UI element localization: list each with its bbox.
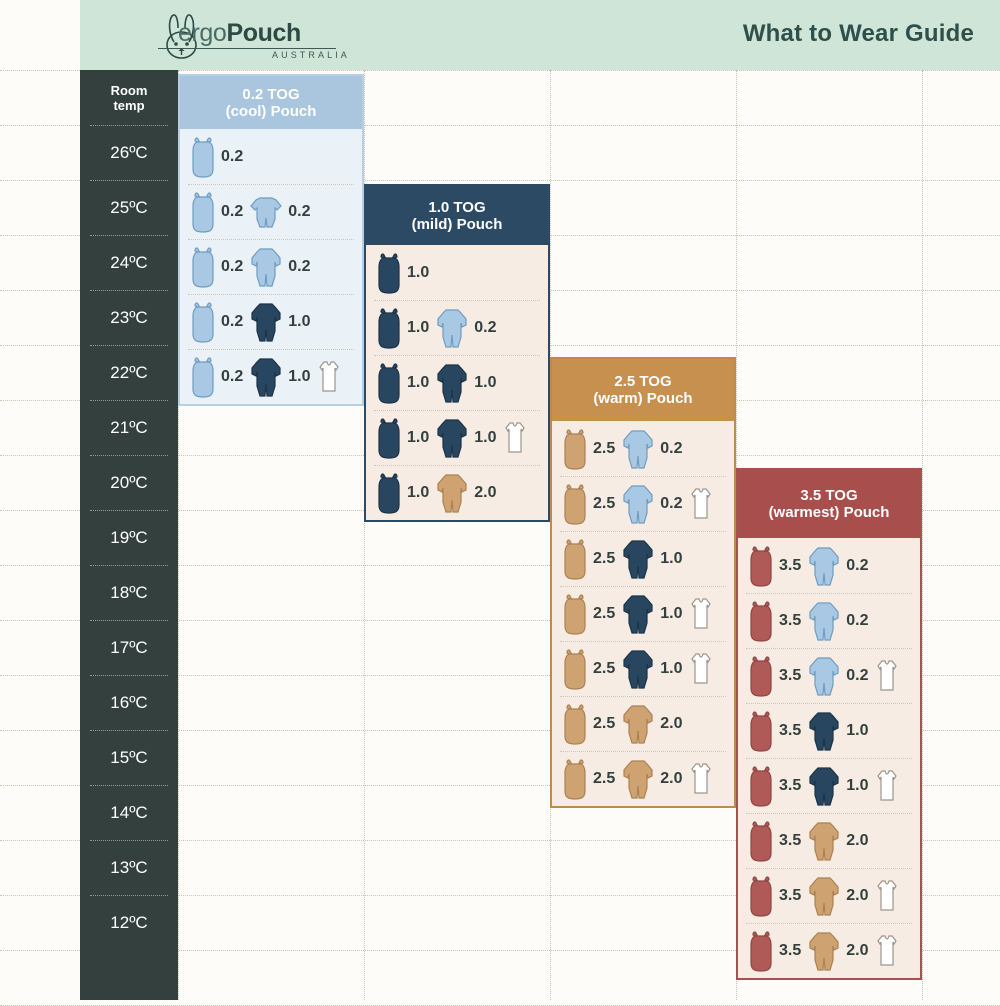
tog-header-line2: (cool) Pouch	[225, 102, 317, 120]
room-temp-separator	[90, 730, 168, 731]
room-temp-separator	[90, 290, 168, 291]
garment-item	[562, 647, 615, 691]
tog-row	[180, 349, 362, 404]
singlet-icon	[875, 658, 899, 694]
tog-header-line1: 3.5 TOG	[800, 487, 858, 504]
garment-item	[376, 361, 429, 405]
garment-item	[875, 933, 899, 969]
tog-row	[180, 129, 362, 184]
garment-item	[689, 761, 713, 797]
sleep-bag-icon	[748, 929, 774, 973]
garment-item	[807, 710, 868, 752]
tog-value-label: 2.0	[474, 483, 497, 501]
tog-column-header	[180, 76, 362, 129]
tog-value-label: 2.5	[593, 714, 616, 732]
room-temp-cell: 14ºC	[110, 802, 148, 822]
room-temp-cell: 15ºC	[110, 747, 148, 767]
tog-row-items	[552, 592, 734, 636]
sleep-bag-icon	[190, 190, 216, 234]
garment-item	[562, 592, 615, 636]
tog-value-label: 2.5	[593, 494, 616, 512]
long-sleeve-suit-icon	[249, 356, 283, 398]
room-temp-cell: 17ºC	[110, 637, 148, 657]
garment-item	[748, 819, 801, 863]
garment-item	[621, 758, 682, 800]
singlet-icon	[875, 878, 899, 914]
tog-row-items	[738, 544, 920, 588]
brand-wordmark-light: ergo	[178, 19, 227, 47]
garment-item	[748, 544, 801, 588]
brand-subtitle: AUSTRALIA	[272, 50, 350, 60]
sleep-bag-icon	[190, 300, 216, 344]
tog-value-label: 1.0	[407, 483, 430, 501]
tog-value-label: 0.2	[660, 494, 683, 512]
tog-value-label: 0.2	[660, 439, 683, 457]
garment-item	[621, 593, 682, 635]
page-title: What to Wear Guide	[742, 20, 974, 47]
tog-row	[738, 868, 920, 923]
garment-item	[807, 875, 868, 917]
tog-row-items	[366, 471, 548, 515]
sleep-bag-icon	[562, 482, 588, 526]
tog-row	[180, 184, 362, 239]
long-sleeve-suit-icon	[807, 930, 841, 972]
tog-value-label: 2.0	[660, 714, 683, 732]
long-sleeve-suit-icon	[435, 417, 469, 459]
tog-column-header	[552, 359, 734, 421]
tog-value-label: 3.5	[779, 776, 802, 794]
tog-row	[552, 751, 734, 806]
tog-value-label: 3.5	[779, 831, 802, 849]
brand-rule	[158, 48, 336, 49]
tog-value-label: 1.0	[407, 373, 430, 391]
tog-column-body	[366, 245, 548, 520]
garment-item	[503, 420, 527, 456]
tog-row-items	[366, 361, 548, 405]
tog-row-items	[552, 537, 734, 581]
tog-row-separator	[560, 696, 726, 697]
tog-row	[552, 421, 734, 476]
room-temp-separator	[90, 565, 168, 566]
garment-item	[562, 482, 615, 526]
tog-row-items	[180, 190, 362, 234]
tog-row	[366, 300, 548, 355]
tog-row-separator	[560, 476, 726, 477]
tog-row	[738, 813, 920, 868]
garment-item	[562, 427, 615, 471]
tog-value-label: 0.2	[288, 257, 311, 275]
singlet-icon	[503, 420, 527, 456]
room-temp-separator	[90, 125, 168, 126]
tog-row-separator	[374, 300, 540, 301]
room-temp-cell: 26ºC	[110, 142, 148, 162]
tog-row-items	[366, 251, 548, 295]
tog-row-items	[366, 416, 548, 460]
tog-column-body	[180, 129, 362, 404]
sleep-bag-icon	[190, 245, 216, 289]
garment-item	[435, 307, 496, 349]
garment-item	[249, 195, 310, 229]
long-sleeve-suit-icon	[807, 710, 841, 752]
room-temp-cell: 24ºC	[110, 252, 148, 272]
tog-value-label: 0.2	[288, 202, 311, 220]
garment-item	[621, 428, 682, 470]
long-sleeve-suit-icon	[621, 538, 655, 580]
tog-row	[738, 923, 920, 978]
sleep-bag-icon	[190, 355, 216, 399]
tog-value-label: 1.0	[407, 318, 430, 336]
long-sleeve-suit-icon	[621, 703, 655, 745]
tog-value-label: 0.2	[221, 312, 244, 330]
sleep-bag-icon	[562, 592, 588, 636]
tog-value-label: 2.5	[593, 439, 616, 457]
garment-item	[621, 703, 682, 745]
garment-item	[376, 251, 429, 295]
grid-vline	[922, 70, 923, 1000]
sleep-bag-icon	[376, 361, 402, 405]
long-sleeve-suit-icon	[249, 246, 283, 288]
garment-item	[190, 135, 243, 179]
long-sleeve-suit-icon	[807, 765, 841, 807]
sleep-bag-icon	[562, 757, 588, 801]
tog-value-label: 3.5	[779, 721, 802, 739]
tog-value-label: 1.0	[474, 428, 497, 446]
tog-row	[738, 593, 920, 648]
tog-row	[738, 758, 920, 813]
tog-row-separator	[746, 923, 912, 924]
room-temp-cell: 18ºC	[110, 582, 148, 602]
garment-item	[249, 246, 310, 288]
room-temp-cell: 22ºC	[110, 362, 148, 382]
tog-value-label: 1.0	[288, 312, 311, 330]
tog-row-items	[738, 599, 920, 643]
page-header	[80, 0, 1000, 70]
garment-item	[875, 768, 899, 804]
garment-item	[376, 416, 429, 460]
tog-column-body	[552, 421, 734, 806]
garment-item	[689, 596, 713, 632]
long-sleeve-suit-icon	[807, 600, 841, 642]
singlet-icon	[689, 761, 713, 797]
sleep-bag-icon	[748, 709, 774, 753]
long-sleeve-suit-icon	[621, 648, 655, 690]
garment-item	[748, 599, 801, 643]
room-temp-separator	[90, 345, 168, 346]
tog-value-label: 2.5	[593, 659, 616, 677]
tog-row-items	[180, 355, 362, 399]
garment-item	[807, 820, 868, 862]
tog-value-label: 3.5	[779, 666, 802, 684]
tog-value-label: 0.2	[846, 556, 869, 574]
tog-column-col25	[550, 357, 736, 808]
tog-value-label: 0.2	[221, 257, 244, 275]
tog-row	[738, 538, 920, 593]
tog-value-label: 2.0	[660, 769, 683, 787]
tog-header-line1: 1.0 TOG	[428, 198, 486, 216]
sleep-bag-icon	[376, 251, 402, 295]
long-sleeve-suit-icon	[249, 301, 283, 343]
tog-row-separator	[374, 355, 540, 356]
tog-header-line1: 2.5 TOG	[614, 373, 672, 390]
tog-value-label: 1.0	[407, 263, 430, 281]
room-temp-cell: 25ºC	[110, 197, 148, 217]
tog-value-label: 1.0	[660, 549, 683, 567]
tog-header-line2: (warmest) Pouch	[768, 504, 890, 521]
room-temp-separator	[90, 840, 168, 841]
tog-row-separator	[374, 410, 540, 411]
tog-row-separator	[188, 294, 354, 295]
tog-value-label: 2.5	[593, 549, 616, 567]
room-temp-separator	[90, 510, 168, 511]
sleep-bag-icon	[748, 599, 774, 643]
tog-value-label: 3.5	[779, 611, 802, 629]
long-sleeve-suit-icon	[621, 428, 655, 470]
tog-row-separator	[746, 648, 912, 649]
garment-item	[748, 929, 801, 973]
room-temp-header	[80, 70, 178, 125]
tog-row	[552, 531, 734, 586]
room-temp-separator	[90, 675, 168, 676]
garment-item	[875, 658, 899, 694]
tog-row-separator	[746, 868, 912, 869]
long-sleeve-suit-icon	[807, 820, 841, 862]
sleep-bag-icon	[376, 471, 402, 515]
tog-row	[366, 245, 548, 300]
tog-row-items	[738, 709, 920, 753]
tog-value-label: 1.0	[660, 604, 683, 622]
garment-item	[435, 472, 496, 514]
sleep-bag-icon	[748, 544, 774, 588]
room-temp-separator	[90, 785, 168, 786]
tog-value-label: 2.0	[846, 886, 869, 904]
garment-item	[748, 764, 801, 808]
tog-value-label: 2.5	[593, 769, 616, 787]
garment-item	[807, 545, 868, 587]
singlet-icon	[875, 933, 899, 969]
long-sleeve-suit-icon	[807, 545, 841, 587]
tog-row-items	[738, 764, 920, 808]
sleep-bag-icon	[562, 647, 588, 691]
tog-row-separator	[374, 465, 540, 466]
tog-row-items	[366, 306, 548, 350]
tog-row-items	[180, 135, 362, 179]
tog-column-col02	[178, 74, 364, 406]
room-temp-cell: 16ºC	[110, 692, 148, 712]
room-temp-separator	[90, 620, 168, 621]
sleep-bag-icon	[748, 874, 774, 918]
garment-item	[249, 301, 310, 343]
tog-row-items	[552, 757, 734, 801]
room-temp-cell: 21ºC	[110, 417, 148, 437]
garment-item	[562, 757, 615, 801]
garment-item	[807, 765, 868, 807]
tog-column-body	[738, 538, 920, 978]
garment-item	[562, 537, 615, 581]
tog-row-separator	[560, 531, 726, 532]
sleep-bag-icon	[562, 427, 588, 471]
brand-wordmark-bold: Pouch	[226, 19, 301, 47]
room-temp-column	[80, 70, 178, 1000]
garment-item	[249, 356, 310, 398]
tog-row	[738, 703, 920, 758]
tog-column-col10	[364, 184, 550, 522]
tog-row	[366, 465, 548, 520]
tog-value-label: 0.2	[474, 318, 497, 336]
garment-item	[190, 245, 243, 289]
singlet-icon	[317, 359, 341, 395]
tog-value-label: 3.5	[779, 941, 802, 959]
garment-item	[376, 471, 429, 515]
garment-item	[190, 355, 243, 399]
tog-column-header	[366, 186, 548, 245]
garment-item	[621, 483, 682, 525]
tog-row-items	[738, 874, 920, 918]
tog-value-label: 2.0	[846, 941, 869, 959]
tog-row	[366, 410, 548, 465]
brand-wordmark	[178, 19, 301, 48]
tog-value-label: 1.0	[407, 428, 430, 446]
long-sleeve-suit-icon	[621, 758, 655, 800]
sleep-bag-icon	[190, 135, 216, 179]
room-temp-cell: 12ºC	[110, 912, 148, 932]
garment-item	[875, 878, 899, 914]
tog-row-items	[552, 647, 734, 691]
garment-item	[376, 306, 429, 350]
garment-item	[748, 654, 801, 698]
garment-item	[562, 702, 615, 746]
tog-value-label: 1.0	[288, 367, 311, 385]
tog-row	[552, 586, 734, 641]
room-temp-cell: 23ºC	[110, 307, 148, 327]
singlet-icon	[689, 596, 713, 632]
tog-row	[552, 476, 734, 531]
garment-item	[748, 874, 801, 918]
tog-value-label: 0.2	[846, 611, 869, 629]
tog-row	[552, 696, 734, 751]
tog-row-items	[552, 482, 734, 526]
garment-item	[435, 417, 496, 459]
tog-row	[366, 355, 548, 410]
tog-row-separator	[188, 184, 354, 185]
singlet-icon	[689, 486, 713, 522]
tog-value-label: 2.5	[593, 604, 616, 622]
garment-item	[807, 655, 868, 697]
sleep-bag-icon	[376, 416, 402, 460]
long-sleeve-suit-icon	[621, 483, 655, 525]
garment-item	[317, 359, 341, 395]
tog-row-separator	[188, 239, 354, 240]
room-temp-separator	[90, 235, 168, 236]
tog-row-separator	[746, 758, 912, 759]
room-temp-separator	[90, 455, 168, 456]
tog-value-label: 3.5	[779, 556, 802, 574]
garment-item	[748, 709, 801, 753]
tog-row-separator	[560, 586, 726, 587]
tog-value-label: 1.0	[846, 776, 869, 794]
room-temp-header-line2: temp	[113, 97, 145, 113]
long-sleeve-suit-icon	[435, 362, 469, 404]
tog-value-label: 0.2	[846, 666, 869, 684]
garment-item	[807, 600, 868, 642]
tog-value-label: 3.5	[779, 886, 802, 904]
tog-row-items	[180, 245, 362, 289]
room-temp-cell: 20ºC	[110, 472, 148, 492]
garment-item	[621, 538, 682, 580]
tog-row-items	[738, 929, 920, 973]
long-sleeve-suit-icon	[807, 875, 841, 917]
room-temp-cell: 13ºC	[110, 857, 148, 877]
sleep-bag-icon	[748, 764, 774, 808]
tog-value-label: 0.2	[221, 367, 244, 385]
tog-row-items	[552, 702, 734, 746]
tog-row-separator	[746, 703, 912, 704]
tog-value-label: 0.2	[221, 202, 244, 220]
tog-row	[180, 239, 362, 294]
room-temp-cell: 19ºC	[110, 527, 148, 547]
tog-value-label: 1.0	[846, 721, 869, 739]
short-sleeve-suit-icon	[249, 195, 283, 229]
tog-row-separator	[746, 593, 912, 594]
tog-row-separator	[746, 813, 912, 814]
brand-logo	[120, 10, 350, 62]
room-temp-separator	[90, 400, 168, 401]
room-temp-header-line1: Room	[110, 82, 148, 98]
tog-column-header	[738, 470, 920, 538]
sleep-bag-icon	[748, 819, 774, 863]
tog-value-label: 1.0	[660, 659, 683, 677]
tog-value-label: 0.2	[221, 147, 244, 165]
sleep-bag-icon	[748, 654, 774, 698]
long-sleeve-suit-icon	[807, 655, 841, 697]
tog-row-separator	[188, 349, 354, 350]
tog-column-col35	[736, 468, 922, 980]
sleep-bag-icon	[376, 306, 402, 350]
long-sleeve-suit-icon	[621, 593, 655, 635]
singlet-icon	[875, 768, 899, 804]
garment-item	[689, 486, 713, 522]
tog-header-line1: 0.2 TOG	[242, 85, 300, 103]
tog-header-line2: (warm) Pouch	[593, 390, 693, 407]
garment-item	[807, 930, 868, 972]
long-sleeve-suit-icon	[435, 472, 469, 514]
tog-row	[180, 294, 362, 349]
long-sleeve-suit-icon	[435, 307, 469, 349]
garment-item	[621, 648, 682, 690]
tog-value-label: 2.0	[846, 831, 869, 849]
tog-row-items	[738, 654, 920, 698]
tog-row	[552, 641, 734, 696]
room-temp-separator	[90, 180, 168, 181]
sleep-bag-icon	[562, 702, 588, 746]
tog-row-items	[738, 819, 920, 863]
tog-row-separator	[560, 641, 726, 642]
tog-row	[738, 648, 920, 703]
tog-value-label: 1.0	[474, 373, 497, 391]
singlet-icon	[689, 651, 713, 687]
tog-row-items	[552, 427, 734, 471]
garment-item	[190, 300, 243, 344]
garment-item	[190, 190, 243, 234]
tog-row-items	[180, 300, 362, 344]
sleep-bag-icon	[562, 537, 588, 581]
garment-item	[435, 362, 496, 404]
garment-item	[689, 651, 713, 687]
room-temp-separator	[90, 895, 168, 896]
tog-header-line2: (mild) Pouch	[411, 215, 503, 233]
tog-row-separator	[560, 751, 726, 752]
